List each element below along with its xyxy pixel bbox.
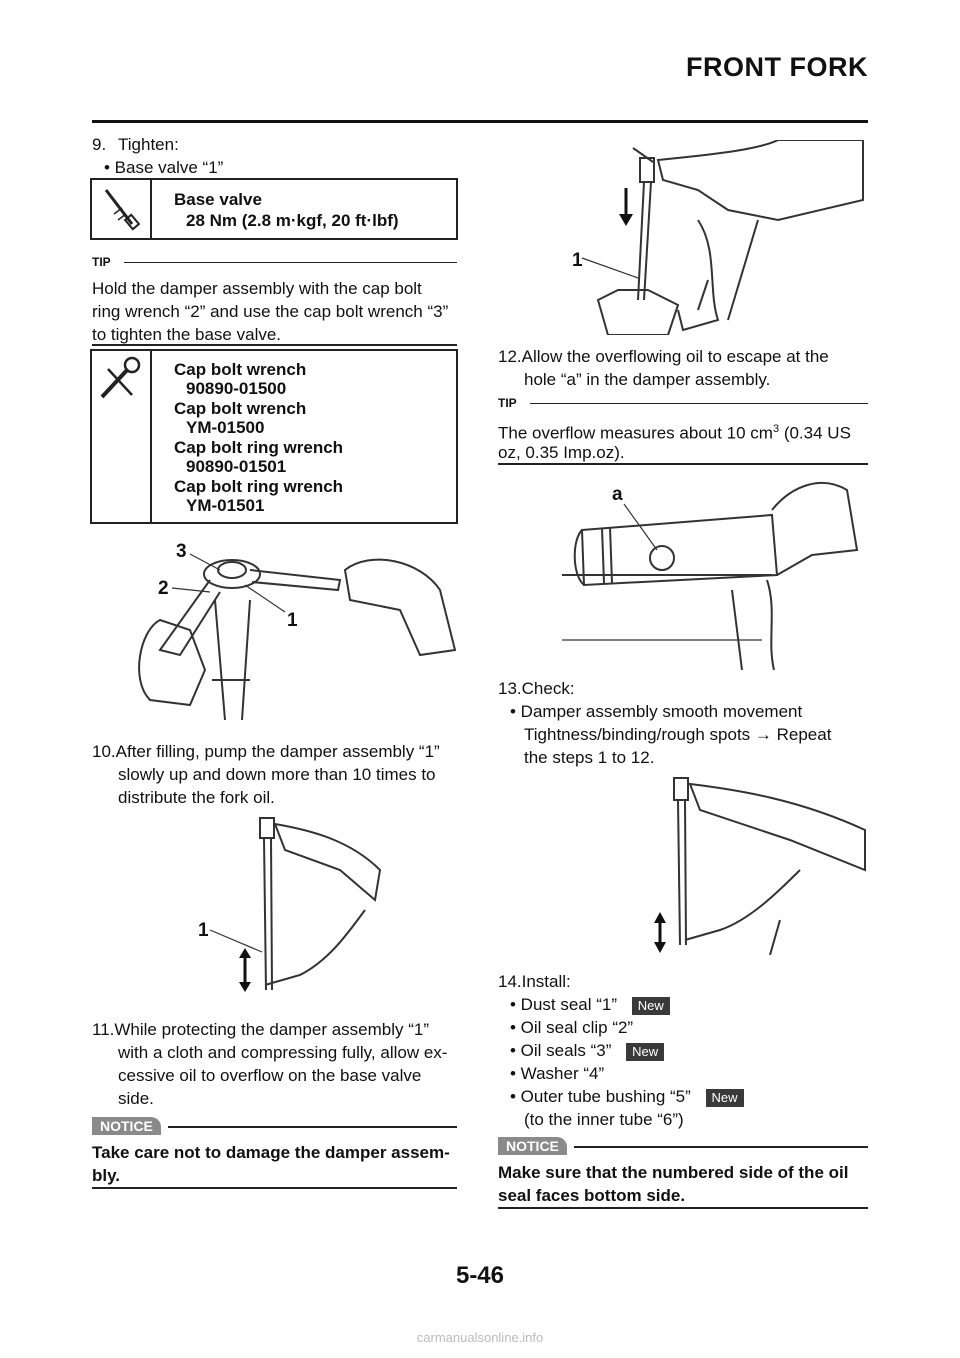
step-9-bullet: • Base valve “1” [104, 158, 224, 177]
special-tool-icon [92, 351, 152, 522]
notice2-badge: NOTICE [498, 1137, 567, 1155]
notice2-text-1: Make sure that the numbered side of the oil [498, 1163, 849, 1182]
fig1-callout-1: 1 [287, 610, 298, 631]
step-11-line-1: 11.While protecting the damper assembly “1” [92, 1020, 430, 1039]
tip-label: TIP [92, 255, 111, 269]
new-badge-bushing: New [706, 1089, 744, 1107]
step-11-line-2: with a cloth and compressing fully, allow ex- [118, 1043, 448, 1062]
tool-3-name: Cap bolt ring wrench [174, 438, 344, 457]
torque-spec-value: 28 Nm (2.8 m·kgf, 20 ft·lbf) [186, 211, 399, 230]
new-badge-oil-seals: New [626, 1043, 664, 1061]
dust-seal-text: • Dust seal “1” [510, 995, 618, 1014]
fig1-callout-2: 2 [158, 578, 169, 599]
tip2-text-1b: (0.34 US [779, 423, 851, 443]
torque-spec-box [90, 178, 458, 240]
tip2-superscript: 3 [772, 423, 780, 435]
tip-text-2: ring wrench “2” and use the cap bolt wrench “3” [92, 302, 449, 321]
notice2-end-line [498, 1207, 868, 1209]
notice-line [168, 1126, 457, 1128]
figure-damper-check [640, 770, 870, 955]
figure-damper-hole [562, 480, 862, 670]
torque-wrench-icon [92, 180, 152, 238]
step-12-line-1: 12.Allow the overflowing oil to escape at the [498, 347, 829, 366]
tool-2-number: YM-01500 [186, 418, 265, 437]
new-badge-dust-seal: New [632, 997, 670, 1015]
fig3-callout-1: 1 [572, 250, 583, 271]
step-11-line-4: side. [118, 1089, 154, 1108]
special-tool-box [90, 349, 458, 524]
oil-seals-text: • Oil seals “3” [510, 1041, 612, 1060]
tip2-end-line [498, 463, 868, 465]
tip-end-line [92, 344, 457, 346]
step-14-bullet-2: • Oil seal clip “2” [510, 1018, 634, 1037]
notice-text-2: bly. [92, 1166, 121, 1185]
bushing-text: • Outer tube bushing “5” [510, 1087, 691, 1106]
header-rule [92, 120, 868, 123]
tool-1-number: 90890-01500 [186, 379, 287, 398]
step-12-line-2: hole “a” in the damper assembly. [524, 370, 771, 389]
notice2-line [574, 1146, 868, 1148]
page-title: FRONT FORK [686, 52, 868, 82]
step-9-heading: Tighten: [118, 135, 179, 154]
step-10-line-2: slowly up and down more than 10 times to [118, 765, 436, 784]
step-13-line-1: 13.Check: [498, 679, 575, 698]
step-14-bullet-3 [510, 1039, 664, 1062]
step-14-bullet-1 [510, 993, 670, 1016]
tool-2-name: Cap bolt wrench [174, 399, 307, 418]
notice2-text-2: seal faces bottom side. [498, 1186, 686, 1205]
watermark: carmanualsonline.info [416, 1330, 544, 1345]
tip2-text-1a: The overflow measures about 10 cm [498, 423, 773, 443]
fig2-callout-1: 1 [198, 920, 209, 941]
torque-spec-name: Base valve [174, 190, 262, 209]
tip-line [124, 262, 457, 263]
tool-4-number: YM-01501 [186, 496, 265, 515]
figure-overflow-oil [578, 140, 868, 335]
tool-3-number: 90890-01501 [186, 457, 287, 476]
tip-text-3: to tighten the base valve. [92, 325, 282, 344]
step-13-line-2: • Damper assembly smooth movement [510, 702, 803, 721]
notice-badge: NOTICE [92, 1117, 161, 1135]
step-9-number: 9. [92, 135, 107, 154]
step-10-line-1: 10.After filling, pump the damper assembly “1” [92, 742, 440, 761]
page-number: 5-46 [455, 1262, 505, 1289]
step-10-line-3: distribute the fork oil. [118, 788, 275, 807]
figure-pump-damper [190, 810, 390, 1010]
notice-end-line [92, 1187, 457, 1189]
tool-1-name: Cap bolt wrench [174, 360, 307, 379]
step-14-bullet-5 [510, 1085, 744, 1108]
step-14-bullet-6: (to the inner tube “6”) [524, 1110, 684, 1129]
tip2-line [530, 403, 868, 404]
tip2-text-2: oz, 0.35 Imp.oz). [498, 443, 625, 462]
step-13-line-4: the steps 1 to 12. [524, 748, 655, 767]
fig1-callout-3: 3 [176, 541, 187, 562]
step-14-bullet-4: • Washer “4” [510, 1064, 605, 1083]
step-11-line-3: cessive oil to overflow on the base valve [118, 1066, 422, 1085]
notice-text-1: Take care not to damage the damper assem- [92, 1143, 450, 1162]
fig4-callout-a: a [612, 484, 623, 505]
step-13-line-3: Tightness/binding/rough spots → Repeat [524, 725, 832, 744]
tip2-label: TIP [498, 396, 517, 410]
tool-4-name: Cap bolt ring wrench [174, 477, 344, 496]
step-14-line-1: 14.Install: [498, 972, 571, 991]
tip-text-1: Hold the damper assembly with the cap bolt [92, 279, 422, 298]
